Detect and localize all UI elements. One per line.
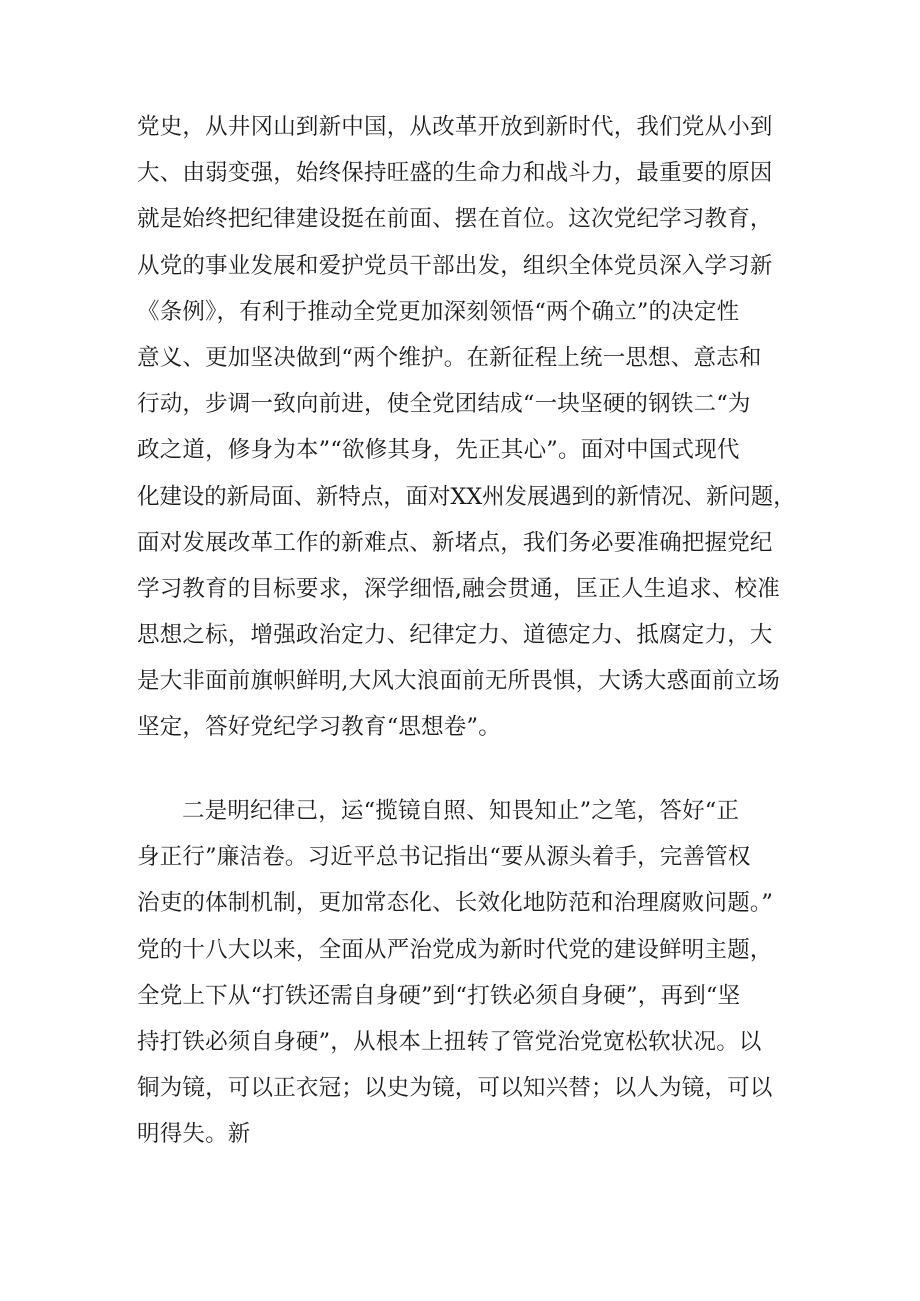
text-line: 铜为镜，可以正衣冠；以史为镜，可以知兴替；以人为镜，可以 bbox=[137, 1075, 773, 1102]
text-line: 《条例》，有利于推动全党更加深刻领悟“两个确立”的决定性 bbox=[137, 298, 740, 325]
text-line: 从党的事业发展和爱护党员干部出发，组织全体党员深入学习新 bbox=[137, 252, 773, 279]
text-line: 二是明纪律己，运“揽镜自照、知畏知止”之笔，答好“正 bbox=[182, 798, 740, 824]
text-line: 明得失。新 bbox=[137, 1121, 251, 1148]
text-line: 党史，从井冈山到新中国，从改革开放到新时代，我们党从小到 bbox=[137, 114, 773, 140]
text-line: 政之道，修身为本”“欲修其身，先正其心”。面对中国式现代 bbox=[137, 437, 740, 464]
text-line: 行动，步调一致向前进，使全党团结成“一块坚硬的钢铁二“为 bbox=[137, 391, 751, 418]
paragraph-1 bbox=[137, 104, 797, 751]
text-line: 面对发展改革工作的新难点、新堵点，我们务必要准确把握党纪 bbox=[137, 529, 773, 556]
text-line: 治吏的体制机制，更加常态化、长效化地防范和治理腐败问题。” bbox=[137, 890, 774, 917]
text-line: 意义、更加坚决做到“两个维护。在新征程上统一思想、意志和 bbox=[137, 344, 762, 371]
text-line: 就是始终把纪律建设挺在前面、摆在首位。这次党纪学习教育， bbox=[137, 206, 773, 233]
text-line: 坚定，答好党纪学习教育“思想卷”。 bbox=[137, 714, 501, 741]
paragraph-2 bbox=[137, 788, 797, 1158]
text-line: 是大非面前旗帜鲜明,大风大浪面前无所畏惧，大诱大惑面前立场 bbox=[137, 668, 780, 695]
text-line: 学习教育的目标要求，深学细悟,融会贯通，匡正人生追求、校准 bbox=[137, 575, 780, 602]
text-line: 大、由弱变强，始终保持旺盛的生命力和战斗力，最重要的原因 bbox=[137, 160, 773, 187]
text-line: 化建设的新局面、新特点，面对XX州发展遇到的新情况、新问题， bbox=[137, 483, 796, 510]
text-line: 全党上下从“打铁还需自身硬”到“打铁必须自身硬”，再到“坚 bbox=[137, 982, 741, 1009]
text-line: 思想之标，增强政治定力、纪律定力、道德定力、抵腐定力，大 bbox=[137, 622, 773, 649]
text-line: 身正行”廉洁卷。习近平总书记指出“要从源头着手，完善管权 bbox=[137, 844, 751, 871]
text-line: 持打铁必须自身硬”，从根本上扭转了管党治党宽松软状况。以 bbox=[137, 1028, 762, 1055]
text-line: 党的十八大以来，全面从严治党成为新时代党的建设鲜明主题， bbox=[137, 936, 773, 963]
